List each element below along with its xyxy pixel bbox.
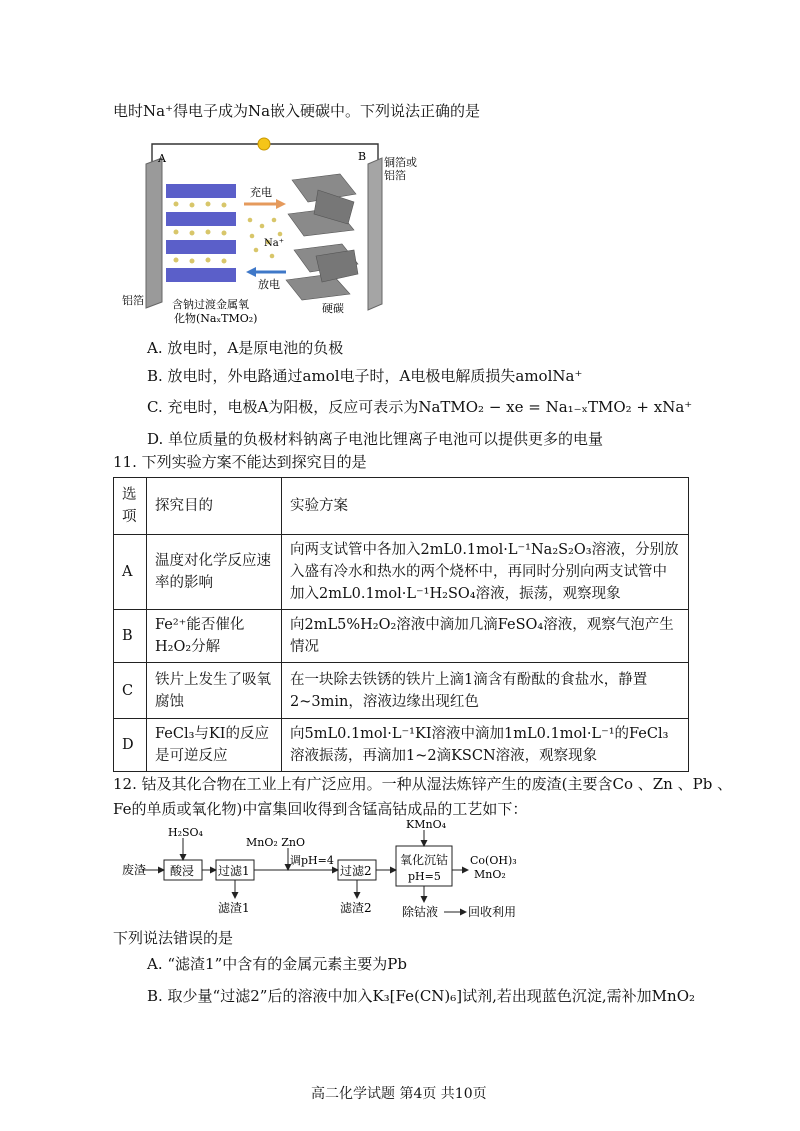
q12-question: 下列说法错误的是	[113, 929, 234, 947]
flow-recycle: 回收利用	[468, 905, 517, 919]
header-goal: 探究目的	[147, 478, 282, 535]
flow-start: 废渣	[122, 863, 147, 877]
q10-option-b: B. 放电时，外电路通过amol电子时，A电极电解质损失amolNa⁺	[147, 367, 583, 385]
row-option: D	[114, 719, 147, 772]
battery-diagram	[118, 132, 438, 338]
flow-product1: Co(OH)₃	[470, 854, 517, 867]
table-row	[114, 535, 689, 610]
foil-right-line1: 铜箔或	[384, 156, 417, 169]
flow-residue2: 滤渣2	[340, 901, 372, 915]
flow-step1: 酸浸	[170, 864, 195, 878]
q12-line2: Fe的单质或氧化物)中富集回收得到含锰高钴成品的工艺如下：	[113, 800, 528, 818]
row-goal: 温度对化学反应速率的影响	[147, 535, 282, 610]
flow-add2: MnO₂ ZnO	[246, 836, 306, 849]
flow-residue1: 滤渣1	[218, 901, 250, 915]
row-plan: 向5mL0.1mol·L⁻¹KI溶液中滴加1mL0.1mol·L⁻¹的FeCl₃溶液振荡，再滴加1~2滴KSCN溶液，观察现象	[282, 719, 689, 772]
header-plan: 实验方案	[282, 478, 689, 535]
electrode-b-label: B	[358, 150, 367, 163]
foil-left-label: 铝箔	[122, 294, 144, 307]
ion-label: Na⁺	[264, 238, 284, 249]
q10-option-d: D. 单位质量的负极材料钠离子电池比锂离子电池可以提供更多的电量	[147, 430, 604, 448]
row-option: A	[114, 535, 147, 610]
flow-step3: 过滤2	[340, 864, 372, 878]
flow-acid: H₂SO₄	[168, 826, 203, 839]
discharge-label: 放电	[258, 278, 280, 291]
row-option: B	[114, 610, 147, 663]
charge-label: 充电	[250, 186, 272, 199]
row-goal: Fe²⁺能否催化H₂O₂分解	[147, 610, 282, 663]
flow-oxidant: KMnO₄	[406, 818, 446, 831]
cathode-material-line1: 含钠过渡金属氧	[172, 298, 249, 311]
table-row	[114, 719, 689, 772]
cathode-layers	[166, 184, 236, 282]
foil-right-line2: 铝箔	[384, 169, 406, 182]
row-plan: 在一块除去铁锈的铁片上滴1滴含有酚酞的食盐水，静置2~3min，溶液边缘出现红色	[282, 663, 689, 719]
bulb-icon	[258, 138, 270, 150]
table-row	[114, 663, 689, 719]
header-option: 选项	[114, 478, 147, 535]
flow-ph-adjust: 调pH=4	[290, 854, 334, 867]
cathode-material-line2: 化物(NaₓTMO₂)	[174, 312, 258, 325]
q12-option-a: A. “滤渣1”中含有的金属元素主要为Pb	[147, 955, 407, 973]
electrode-b-plate	[368, 158, 382, 310]
table-row	[114, 610, 689, 663]
flow-waste: 除钴液	[402, 905, 439, 919]
q10-option-a: A. 放电时，A是原电池的负极	[147, 339, 344, 357]
process-flowchart	[118, 818, 538, 922]
electrode-a-plate	[146, 158, 162, 308]
row-goal: 铁片上发生了吸氧腐蚀	[147, 663, 282, 719]
q12-option-b: B. 取少量“过滤2”后的溶液中加入K₃[Fe(CN)₆]试剂,若出现蓝色沉淀,需补加MnO₂	[147, 987, 696, 1005]
q12-line1: 12. 钴及其化合物在工业上有广泛应用。一种从湿法炼锌产生的废渣(主要含Co 、Zn 、Pb 、	[113, 775, 733, 793]
flow-product2: MnO₂	[474, 868, 506, 881]
intro-line: 电时Na⁺得电子成为Na嵌入硬碳中。下列说法正确的是	[113, 102, 481, 120]
row-plan: 向2mL5%H₂O₂溶液中滴加几滴FeSO₄溶液，观察气泡产生情况	[282, 610, 689, 663]
q11-title: 11. 下列实验方案不能达到探究目的是	[113, 453, 367, 471]
page-footer: 高二化学试题 第4页 共10页	[311, 1086, 487, 1102]
table-header-row	[114, 478, 689, 535]
hard-carbon	[286, 174, 358, 300]
row-plan: 向两支试管中各加入2mL0.1mol·L⁻¹Na₂S₂O₃溶液，分别放入盛有冷水和热水的两个烧杯中，再同时分别向两支试管中加入2mL0.1mol·L⁻¹H₂SO₄溶液，振荡，观察现象	[282, 535, 689, 610]
electrode-a-label: A	[158, 152, 166, 165]
q10-option-c: C. 充电时，电极A为阳极，反应可表示为NaTMO₂ − xe = Na₁₋ₓTMO₂ + xNa⁺	[147, 398, 693, 416]
anode-material-label: 硬碳	[322, 302, 344, 315]
q11-table	[113, 477, 689, 772]
row-goal: FeCl₃与KI的反应是可逆反应	[147, 719, 282, 772]
row-option: C	[114, 663, 147, 719]
flow-step4-line2: pH=5	[408, 870, 441, 883]
flow-step2: 过滤1	[218, 864, 250, 878]
flow-step4-line1: 氧化沉钴	[400, 853, 449, 867]
